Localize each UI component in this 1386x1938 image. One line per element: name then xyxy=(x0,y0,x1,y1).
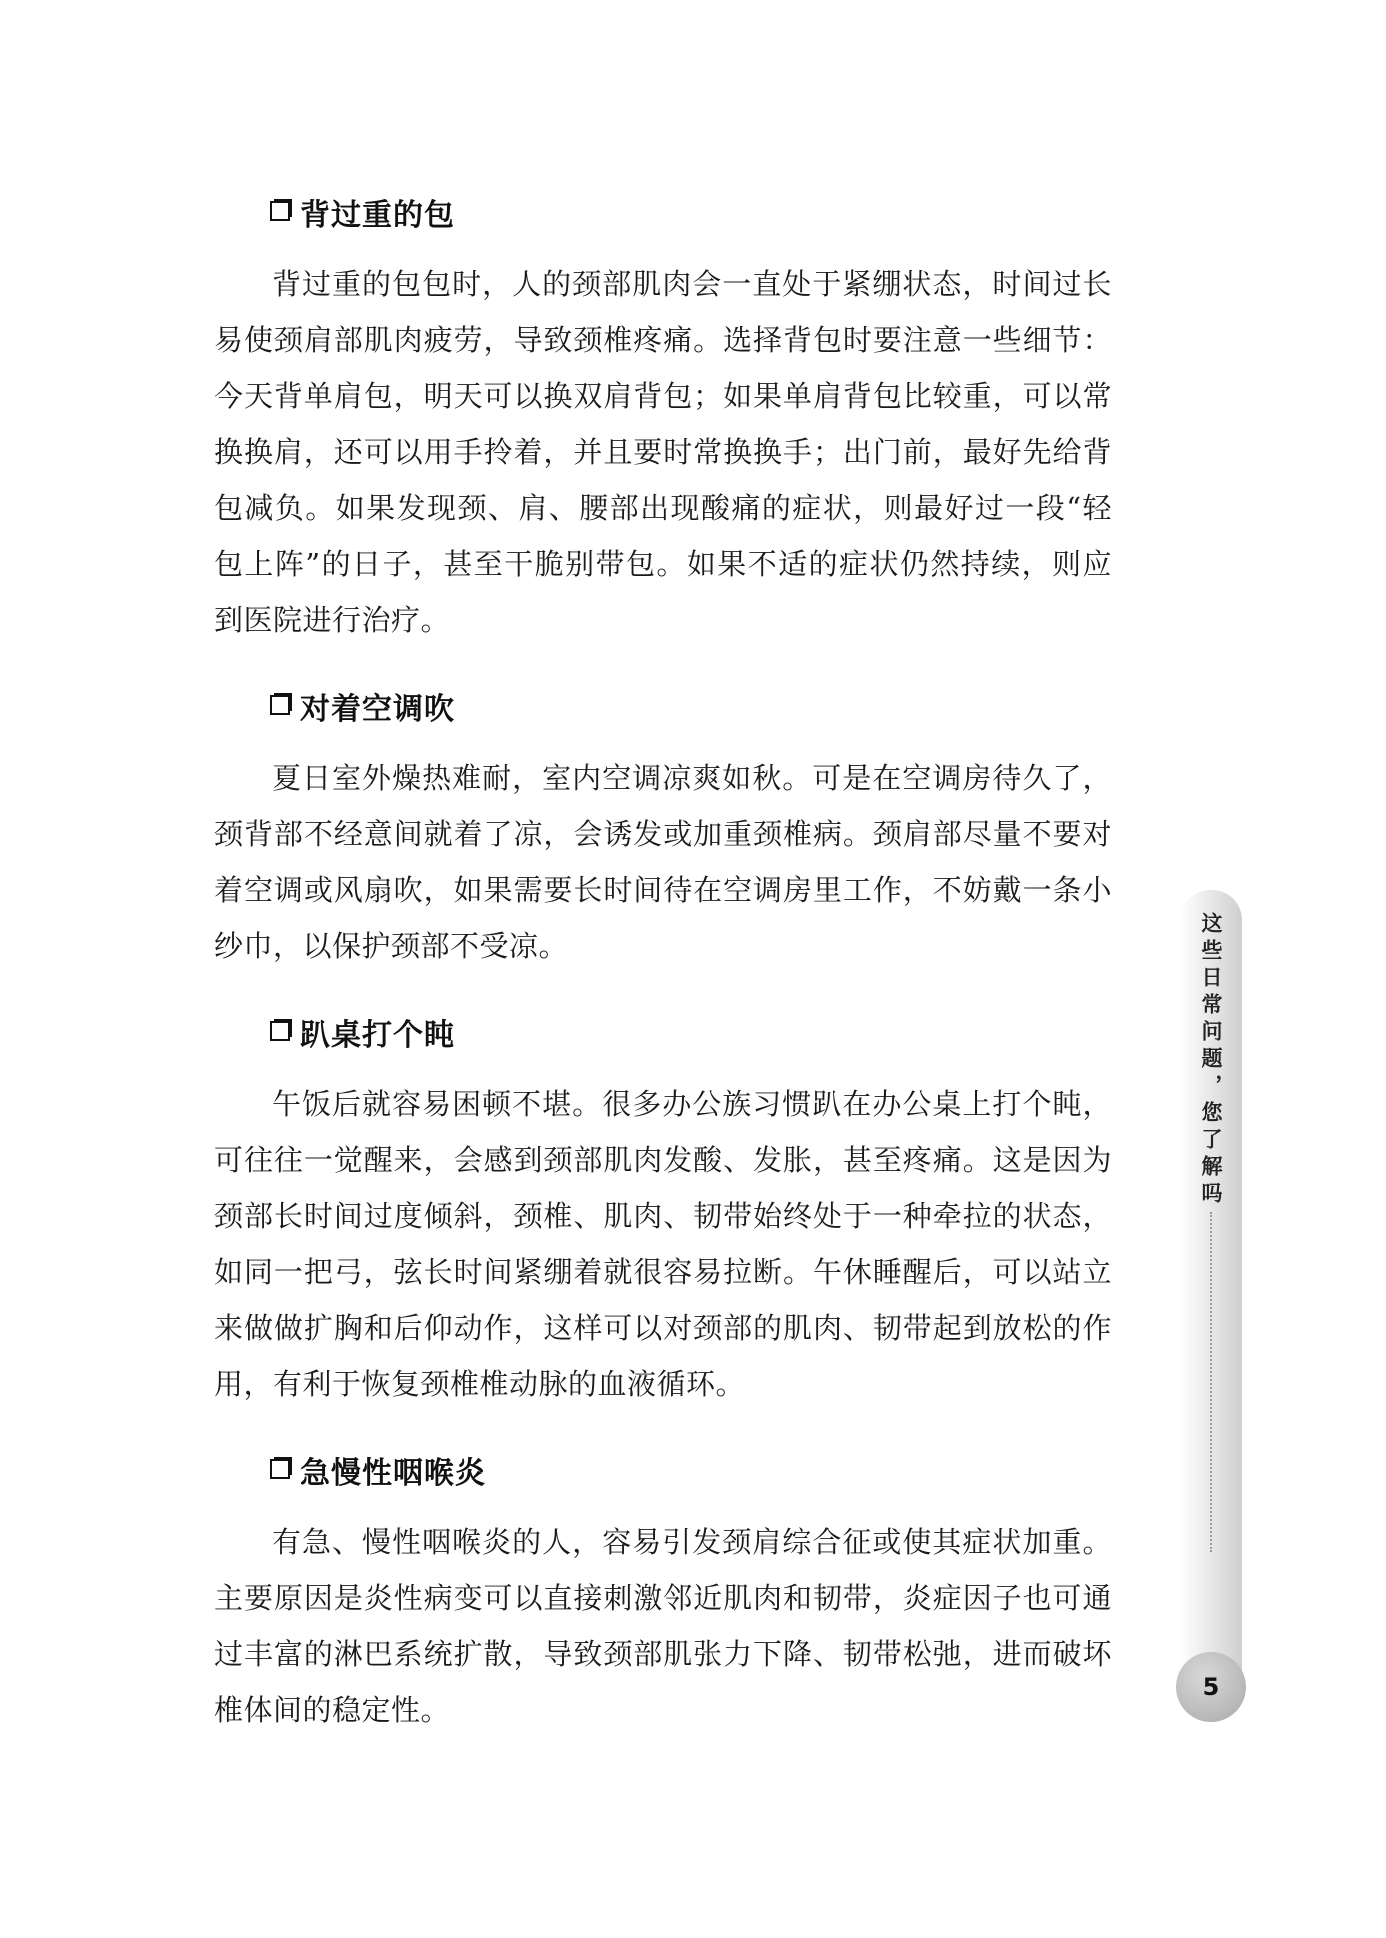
section-desk-nap xyxy=(214,1002,1112,1412)
checkbox-icon xyxy=(270,695,290,715)
page-body xyxy=(214,182,1112,1766)
checkbox-icon xyxy=(270,1021,290,1041)
checkbox-icon xyxy=(270,1459,290,1479)
section-heading xyxy=(270,1440,1112,1500)
page-number: 5 xyxy=(1176,1652,1246,1722)
section-heading-text: 趴桌打个盹 xyxy=(300,1018,455,1053)
chapter-title: 这些日常问题，您了解吗 xyxy=(1199,912,1223,1209)
section-heavy-bag xyxy=(214,182,1112,648)
section-heading xyxy=(270,1002,1112,1062)
section-heading-text: 背过重的包 xyxy=(300,198,455,233)
section-heading-text: 对着空调吹 xyxy=(300,692,455,727)
section-paragraph: 夏日室外燥热难耐，室内空调凉爽如秋。可是在空调房待久了，颈背部不经意间就着了凉，会诱发或加重颈椎病。颈肩部尽量不要对着空调或风扇吹，如果需要长时间待在空调房里工作，不妨戴一条小纱巾，以保护颈部不受凉。 xyxy=(214,761,1112,963)
section-heading xyxy=(270,182,1112,242)
section-paragraph: 午饭后就容易困顿不堪。很多办公族习惯趴在办公桌上打个盹，可往往一觉醒来，会感到颈部肌肉发酸、发胀，甚至疼痛。这是因为颈部长时间过度倾斜，颈椎、肌肉、韧带始终处于一种牵拉的状态，如同一把弓，弦长时间紧绷着就很容易拉断。午休睡醒后，可以站立来做做扩胸和后仰动作，这样可以对颈部的肌肉、韧带起到放松的作用，有利于恢复颈椎椎动脉的血液循环。 xyxy=(214,1087,1112,1401)
chapter-side-tab xyxy=(1180,890,1242,1680)
section-paragraph: 有急、慢性咽喉炎的人，容易引发颈肩综合征或使其症状加重。主要原因是炎性病变可以直接刺激邻近肌肉和韧带，炎症因子也可通过丰富的淋巴系统扩散，导致颈部肌张力下降、韧带松弛，进而破坏椎体间的稳定性。 xyxy=(214,1525,1112,1727)
dotted-divider xyxy=(1210,1212,1212,1552)
section-heading xyxy=(270,676,1112,736)
section-heading-text: 急慢性咽喉炎 xyxy=(300,1456,486,1491)
section-pharyngitis xyxy=(214,1440,1112,1738)
section-air-conditioner xyxy=(214,676,1112,974)
checkbox-icon xyxy=(270,201,290,221)
section-paragraph: 背过重的包包时，人的颈部肌肉会一直处于紧绷状态，时间过长易使颈肩部肌肉疲劳，导致颈椎疼痛。选择背包时要注意一些细节：今天背单肩包，明天可以换双肩背包；如果单肩背包比较重，可以常换换肩，还可以用手拎着，并且要时常换换手；出门前，最好先给背包减负。如果发现颈、肩、腰部出现酸痛的症状，则最好过一段“轻包上阵”的日子，甚至干脆别带包。如果不适的症状仍然持续，则应到医院进行治疗。 xyxy=(214,267,1112,637)
